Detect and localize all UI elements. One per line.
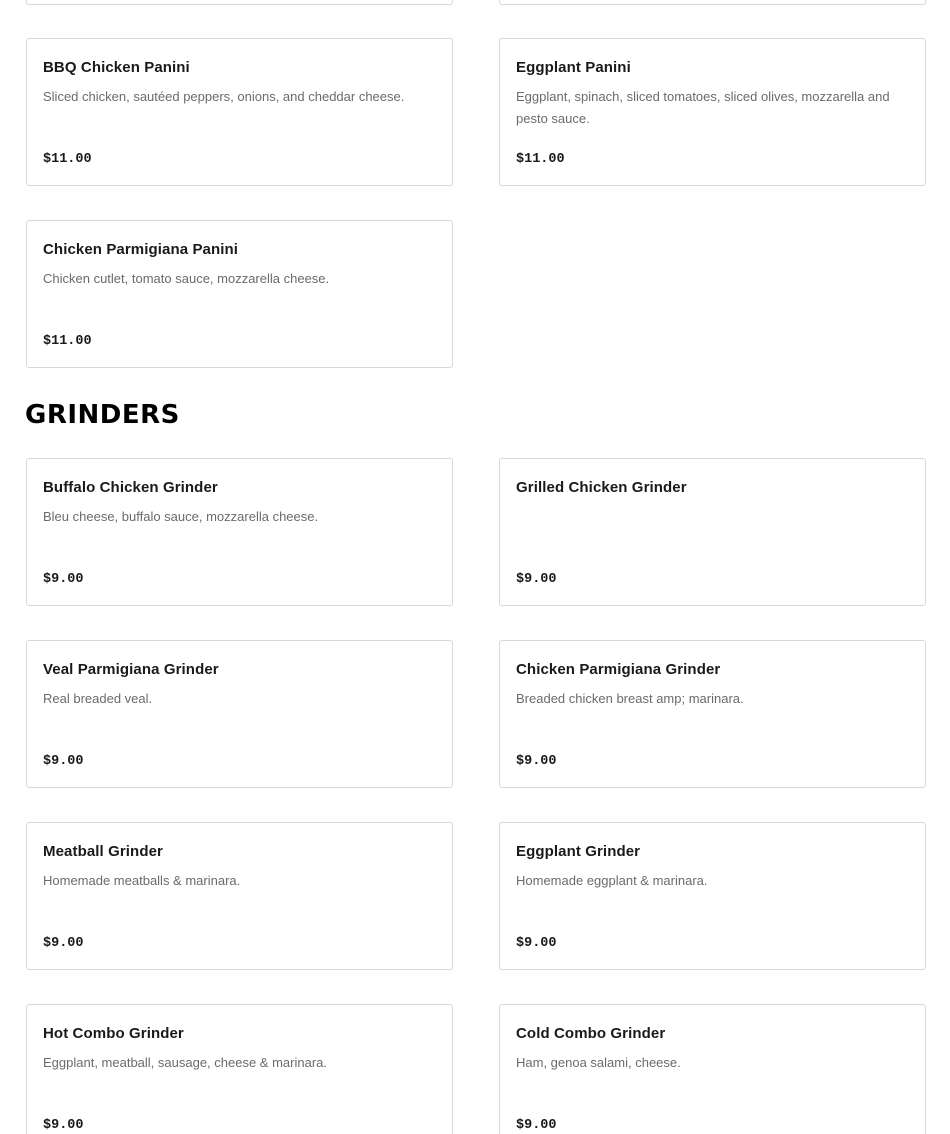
menu-item-price: $9.00 [516,754,557,769]
menu-item-price: $11.00 [43,152,92,167]
menu-item-description: Ham, genoa salami, cheese. [516,1055,681,1070]
menu-item-description: Eggplant, meatball, sausage, cheese & marinara. [43,1055,328,1070]
menu-item-card[interactable] [499,822,926,970]
menu-item-price: $9.00 [43,936,84,951]
menu-item-name: Veal Parmigiana Grinder [43,661,219,678]
menu-item-card[interactable] [26,38,453,186]
menu-item-description: Eggplant, spinach, sliced tomatoes, sliced olives, mozzarella and pesto sauce. [516,89,890,126]
menu-item-price: $9.00 [516,572,557,587]
menu-item-card[interactable] [26,640,453,788]
menu-item-description: Bleu cheese, buffalo sauce, mozzarella cheese. [43,509,319,524]
section-title: GRINDERS [25,400,180,430]
menu-item-name: Meatball Grinder [43,843,163,860]
menu-item-price: $9.00 [516,1118,557,1133]
menu-item-name: Buffalo Chicken Grinder [43,479,218,496]
menu-item-card[interactable] [499,640,926,788]
menu-item-card-partial[interactable] [499,0,926,5]
menu-item-card[interactable] [26,458,453,606]
menu-item-card[interactable] [499,38,926,186]
menu-item-description: Homemade meatballs & marinara. [43,873,241,888]
menu-item-description: Homemade eggplant & marinara. [516,873,708,888]
menu-item-card[interactable] [26,822,453,970]
menu-item-price: $9.00 [43,754,84,769]
menu-item-name: Chicken Parmigiana Grinder [516,661,721,678]
menu-item-description: Real breaded veal. [43,691,153,706]
menu-item-description: Breaded chicken breast amp; marinara. [516,691,744,706]
menu-item-description: Chicken cutlet, tomato sauce, mozzarella cheese. [43,271,330,286]
menu-item-name: BBQ Chicken Panini [43,59,190,76]
menu-item-description: Sliced chicken, sautéed peppers, onions, and cheddar cheese. [43,89,405,104]
menu-item-card[interactable] [26,220,453,368]
menu-item-card[interactable] [499,458,926,606]
menu-item-card[interactable] [26,1004,453,1134]
menu-item-name: Grilled Chicken Grinder [516,479,687,496]
menu-item-name: Eggplant Panini [516,59,631,76]
menu-item-price: $11.00 [516,152,565,167]
menu-item-card-partial[interactable] [26,0,453,5]
menu-item-name: Chicken Parmigiana Panini [43,241,239,258]
menu-item-name: Eggplant Grinder [516,843,641,860]
menu-item-name: Hot Combo Grinder [43,1025,184,1042]
menu-item-card[interactable] [499,1004,926,1134]
menu-item-price: $11.00 [43,334,92,349]
menu-item-price: $9.00 [516,936,557,951]
menu-item-price: $9.00 [43,572,84,587]
menu-item-name: Cold Combo Grinder [516,1025,666,1042]
menu-item-price: $9.00 [43,1118,84,1133]
